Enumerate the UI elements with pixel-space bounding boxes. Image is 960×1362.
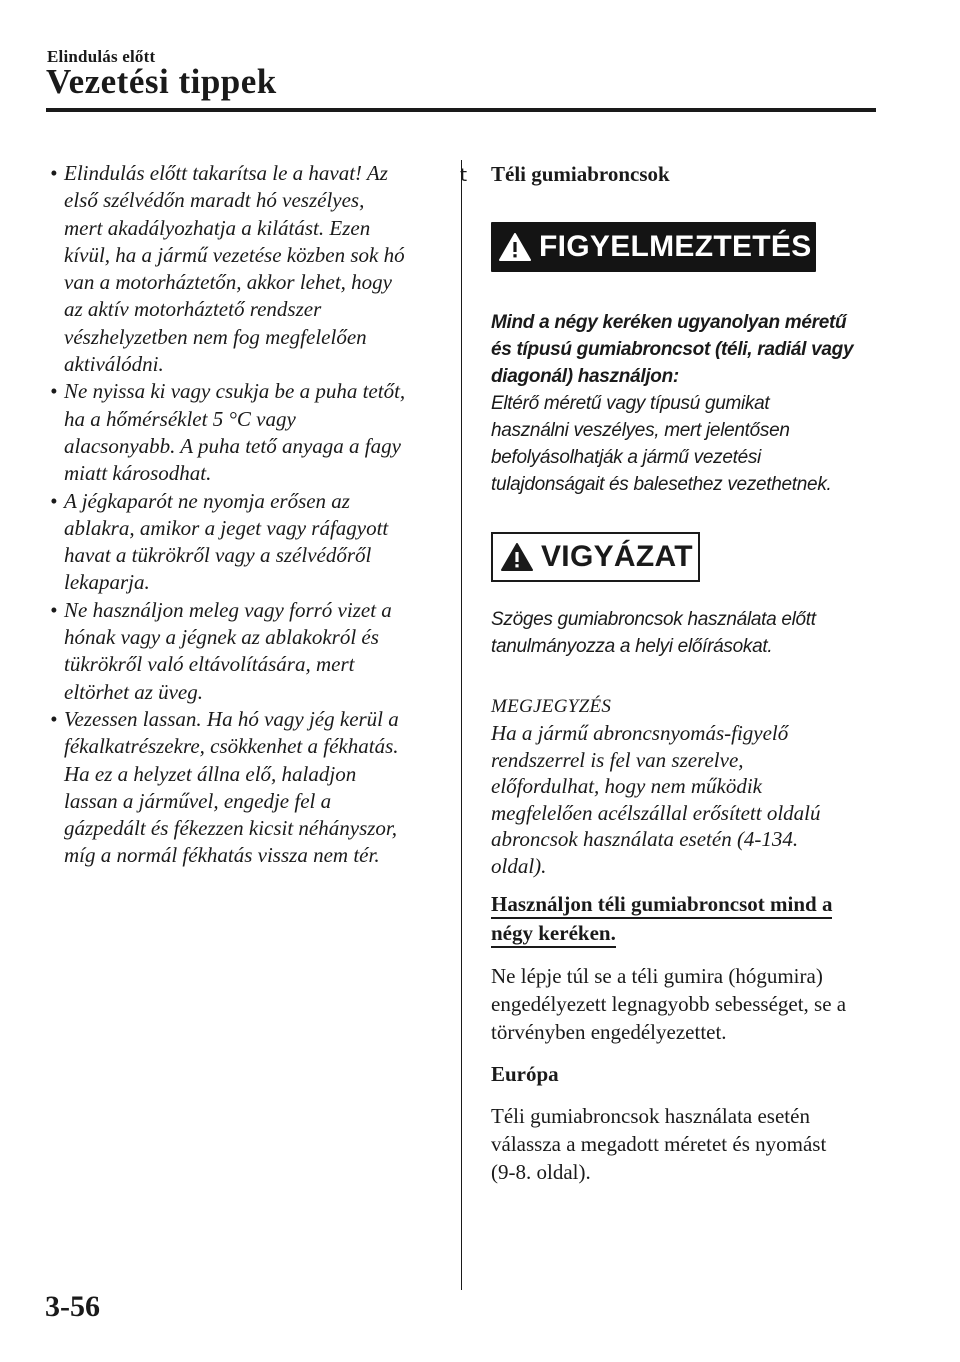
region-text-line: válassza a megadott méretet és nyomást [491,1131,827,1156]
bullet-item [48,597,443,706]
left-column [48,160,443,870]
column-divider [461,160,462,1290]
bullet-line: Ne használjon meleg vagy forró vizet a [64,597,392,622]
bullet-line: Vezessen lassan. Ha hó vagy jég kerül a [64,706,399,731]
bullet-line: míg a normál fékhatás vissza nem tér. [64,843,380,868]
bullet-dot-icon: • [50,597,58,622]
bullet-dot-icon: • [50,488,58,513]
bullet-line: ablakra, amikor a jeget vagy ráfagyott [64,515,389,540]
page-number: 3-56 [45,1290,100,1323]
caution-text [491,606,876,660]
note-line: megfelelően acélszállal erősített oldalú [491,800,821,825]
subheading [491,890,876,948]
bullet-line: aktiválódni. [64,352,164,377]
caution-banner [491,532,700,582]
bullet-item [48,488,443,597]
subheading-text-line: törvényben engedélyezettet. [491,1019,727,1044]
bullet-line: alacsonyabb. A puha tető anyaga a fagy [64,433,401,458]
warning-bold-line: Mind a négy keréken ugyanolyan méretű [491,312,847,333]
note-line: oldal). [491,853,547,878]
bullet-line: havat a tükrökről vagy a szélvédőről [64,543,372,568]
section-title-text: Téli gumiabroncsok [491,162,670,186]
region-text-line: Téli gumiabroncsok használata esetén [491,1103,810,1128]
subheading-text-line: engedélyezett legnagyobb sebességet, se a [491,991,847,1016]
page-title: Vezetési tippek [46,62,277,101]
warning-text [491,390,876,498]
region-heading: Európa [491,1061,559,1086]
warning-banner [491,222,816,272]
bullet-line: Ha ez a helyzet állna elő, haladjon [64,761,357,786]
bullet-line: ha a hőmérséklet 5 °C vagy [64,406,296,431]
note-line: Ha a jármű abroncsnyomás-figyelő [491,721,789,745]
caution-label: VIGYÁZAT [541,540,693,573]
section-marker-icon: t [460,165,468,186]
warning-bold-text [491,309,876,390]
bullet-line: tükrökről való eltávolítására, mert [64,652,355,677]
warning-bold-line: diagonál) használjon: [491,366,679,387]
subheading-line: négy keréken. [491,919,876,948]
subheading-line: Használjon téli gumiabroncsot mind a [491,890,876,919]
note-line: előfordulhat, hogy nem működik [491,774,763,799]
warning-line: használni veszélyes, mert jelentősen [491,420,790,441]
bullet-item [48,160,443,378]
bullet-line: fékalkatrészekre, csökkenhet a fékhatás. [64,734,399,759]
bullet-line: hónak vagy a jégnek az ablakokról és [64,625,379,650]
right-column [460,158,876,1186]
note-text [491,720,876,880]
breadcrumb: Elindulás előtt [47,47,156,66]
bullet-line: lassan a járművel, engedje fel a [64,788,332,813]
region-text-line: (9-8. oldal). [491,1159,591,1184]
caution-triangle-icon [500,542,534,572]
warning-line: tulajdonságait és balesethez vezethetnek. [491,474,832,495]
bullet-line: miatt károsodhat. [64,461,212,486]
warning-triangle-icon [498,232,532,262]
bullet-item [48,706,443,870]
bullet-line: az aktív motorháztető rendszer [64,297,322,322]
bullet-dot-icon: • [50,706,58,731]
bullet-line: kívül, ha a jármű vezetése közben sok hó [64,242,405,267]
bullet-line: van a motorháztetőn, akkor lehet, hogy [64,270,392,295]
note-heading: MEGJEGYZÉS [491,696,612,717]
warning-line: befolyásolhatják a jármű vezetési [491,447,761,468]
warning-line: Eltérő méretű vagy típusú gumikat [491,393,770,414]
note-line: abroncsok használata esetén (4-134. [491,827,799,852]
subheading-text-line: Ne lépje túl se a téli gumira (hógumira) [491,963,823,988]
bullet-line: Elindulás előtt takarítsa le a havat! Az [64,161,388,185]
subheading-text [491,962,876,1046]
bullet-dot-icon: • [50,379,58,404]
caution-line: Szöges gumiabroncsok használata előtt [491,609,816,630]
region-text [491,1102,876,1186]
bullet-line: gázpedált és fékezzen kicsit néhányszor, [64,816,398,841]
note-line: rendszerrel is fel van szerelve, [491,747,744,772]
bullet-line: vészhelyzetben nem fog megfelelően [64,324,367,349]
bullet-line: lekaparja. [64,570,150,595]
bullet-item [48,378,443,487]
caution-line: tanulmányozza a helyi előírásokat. [491,636,773,657]
warning-bold-line: és típusú gumiabroncsot (téli, radiál vagy [491,339,854,360]
warning-label: FIGYELMEZTETÉS [539,230,812,263]
bullet-line: eltörhet az üveg. [64,679,204,704]
bullet-line: mert akadályozhatja a kilátást. Ezen [64,215,371,240]
section-title [460,158,876,190]
bullet-line: első szélvédőn maradt hó veszélyes, [64,188,365,213]
bullet-dot-icon: • [50,161,58,185]
header-rule [46,108,876,112]
bullet-line: Ne nyissa ki vagy csukja be a puha tetőt, [64,379,406,404]
bullet-line: A jégkaparót ne nyomja erősen az [64,488,350,513]
